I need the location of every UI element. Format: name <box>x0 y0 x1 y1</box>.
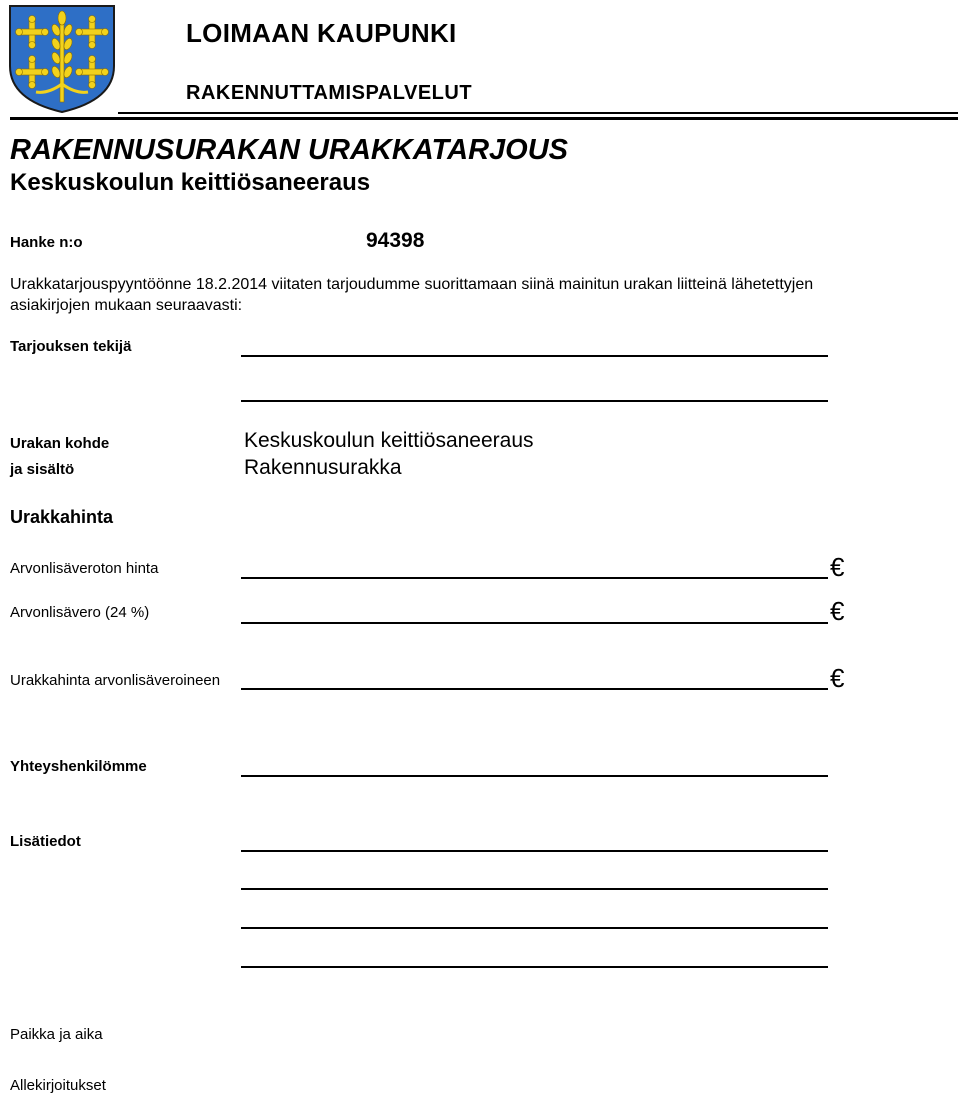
project-number-label: Hanke n:o <box>10 234 83 251</box>
project-number: 94398 <box>366 229 425 252</box>
contract-subject-value: Keskuskoulun keittiösaneeraus <box>244 429 534 452</box>
additional-info-field-4[interactable] <box>241 966 828 968</box>
vat-field[interactable] <box>241 622 828 624</box>
department-name: RAKENNUTTAMISPALVELUT <box>186 82 473 104</box>
signatures-label: Allekirjoitukset <box>10 1077 106 1094</box>
additional-info-field-1[interactable] <box>241 850 828 852</box>
document-subtitle: Keskuskoulun keittiösaneeraus <box>10 169 371 196</box>
intro-text <box>10 274 910 316</box>
net-price-field[interactable] <box>241 577 828 579</box>
organization-name: LOIMAAN KAUPUNKI <box>186 18 457 48</box>
price-heading: Urakkahinta <box>10 507 114 527</box>
intro-line-2: asiakirjojen mukaan seuraavasti: <box>10 297 243 314</box>
additional-info-label: Lisätiedot <box>10 833 81 850</box>
contract-subject-label: Urakan kohde <box>10 435 110 452</box>
euro-symbol-total: € <box>830 663 845 693</box>
bidder-label: Tarjouksen tekijä <box>10 338 132 355</box>
contact-person-label: Yhteyshenkilömme <box>10 758 147 775</box>
header-divider-thick <box>10 117 958 120</box>
total-price-field[interactable] <box>241 688 828 690</box>
document-title: RAKENNUSURAKAN URAKKATARJOUS <box>10 134 568 166</box>
header-divider-thin <box>118 112 958 114</box>
additional-info-field-3[interactable] <box>241 927 828 929</box>
vat-label: Arvonlisävero (24 %) <box>10 604 150 621</box>
net-price-label: Arvonlisäveroton hinta <box>10 560 159 577</box>
euro-symbol-net: € <box>830 552 845 582</box>
coat-of-arms-logo <box>8 4 118 114</box>
intro-line-1: Urakkatarjouspyyntöönne 18.2.2014 viitaten tarjoudumme suorittamaan siinä mainitun urakan liitteinä lähetettyjen <box>10 276 814 293</box>
total-price-label: Urakkahinta arvonlisäveroineen <box>10 672 221 689</box>
bidder-address-field[interactable] <box>241 400 828 402</box>
contract-content-label: ja sisältö <box>10 461 75 478</box>
place-date-label: Paikka ja aika <box>10 1026 103 1043</box>
contact-person-field[interactable] <box>241 775 828 777</box>
contract-content-value: Rakennusurakka <box>244 456 402 479</box>
euro-symbol-vat: € <box>830 596 845 626</box>
additional-info-field-2[interactable] <box>241 888 828 890</box>
bidder-name-field[interactable] <box>241 355 828 357</box>
